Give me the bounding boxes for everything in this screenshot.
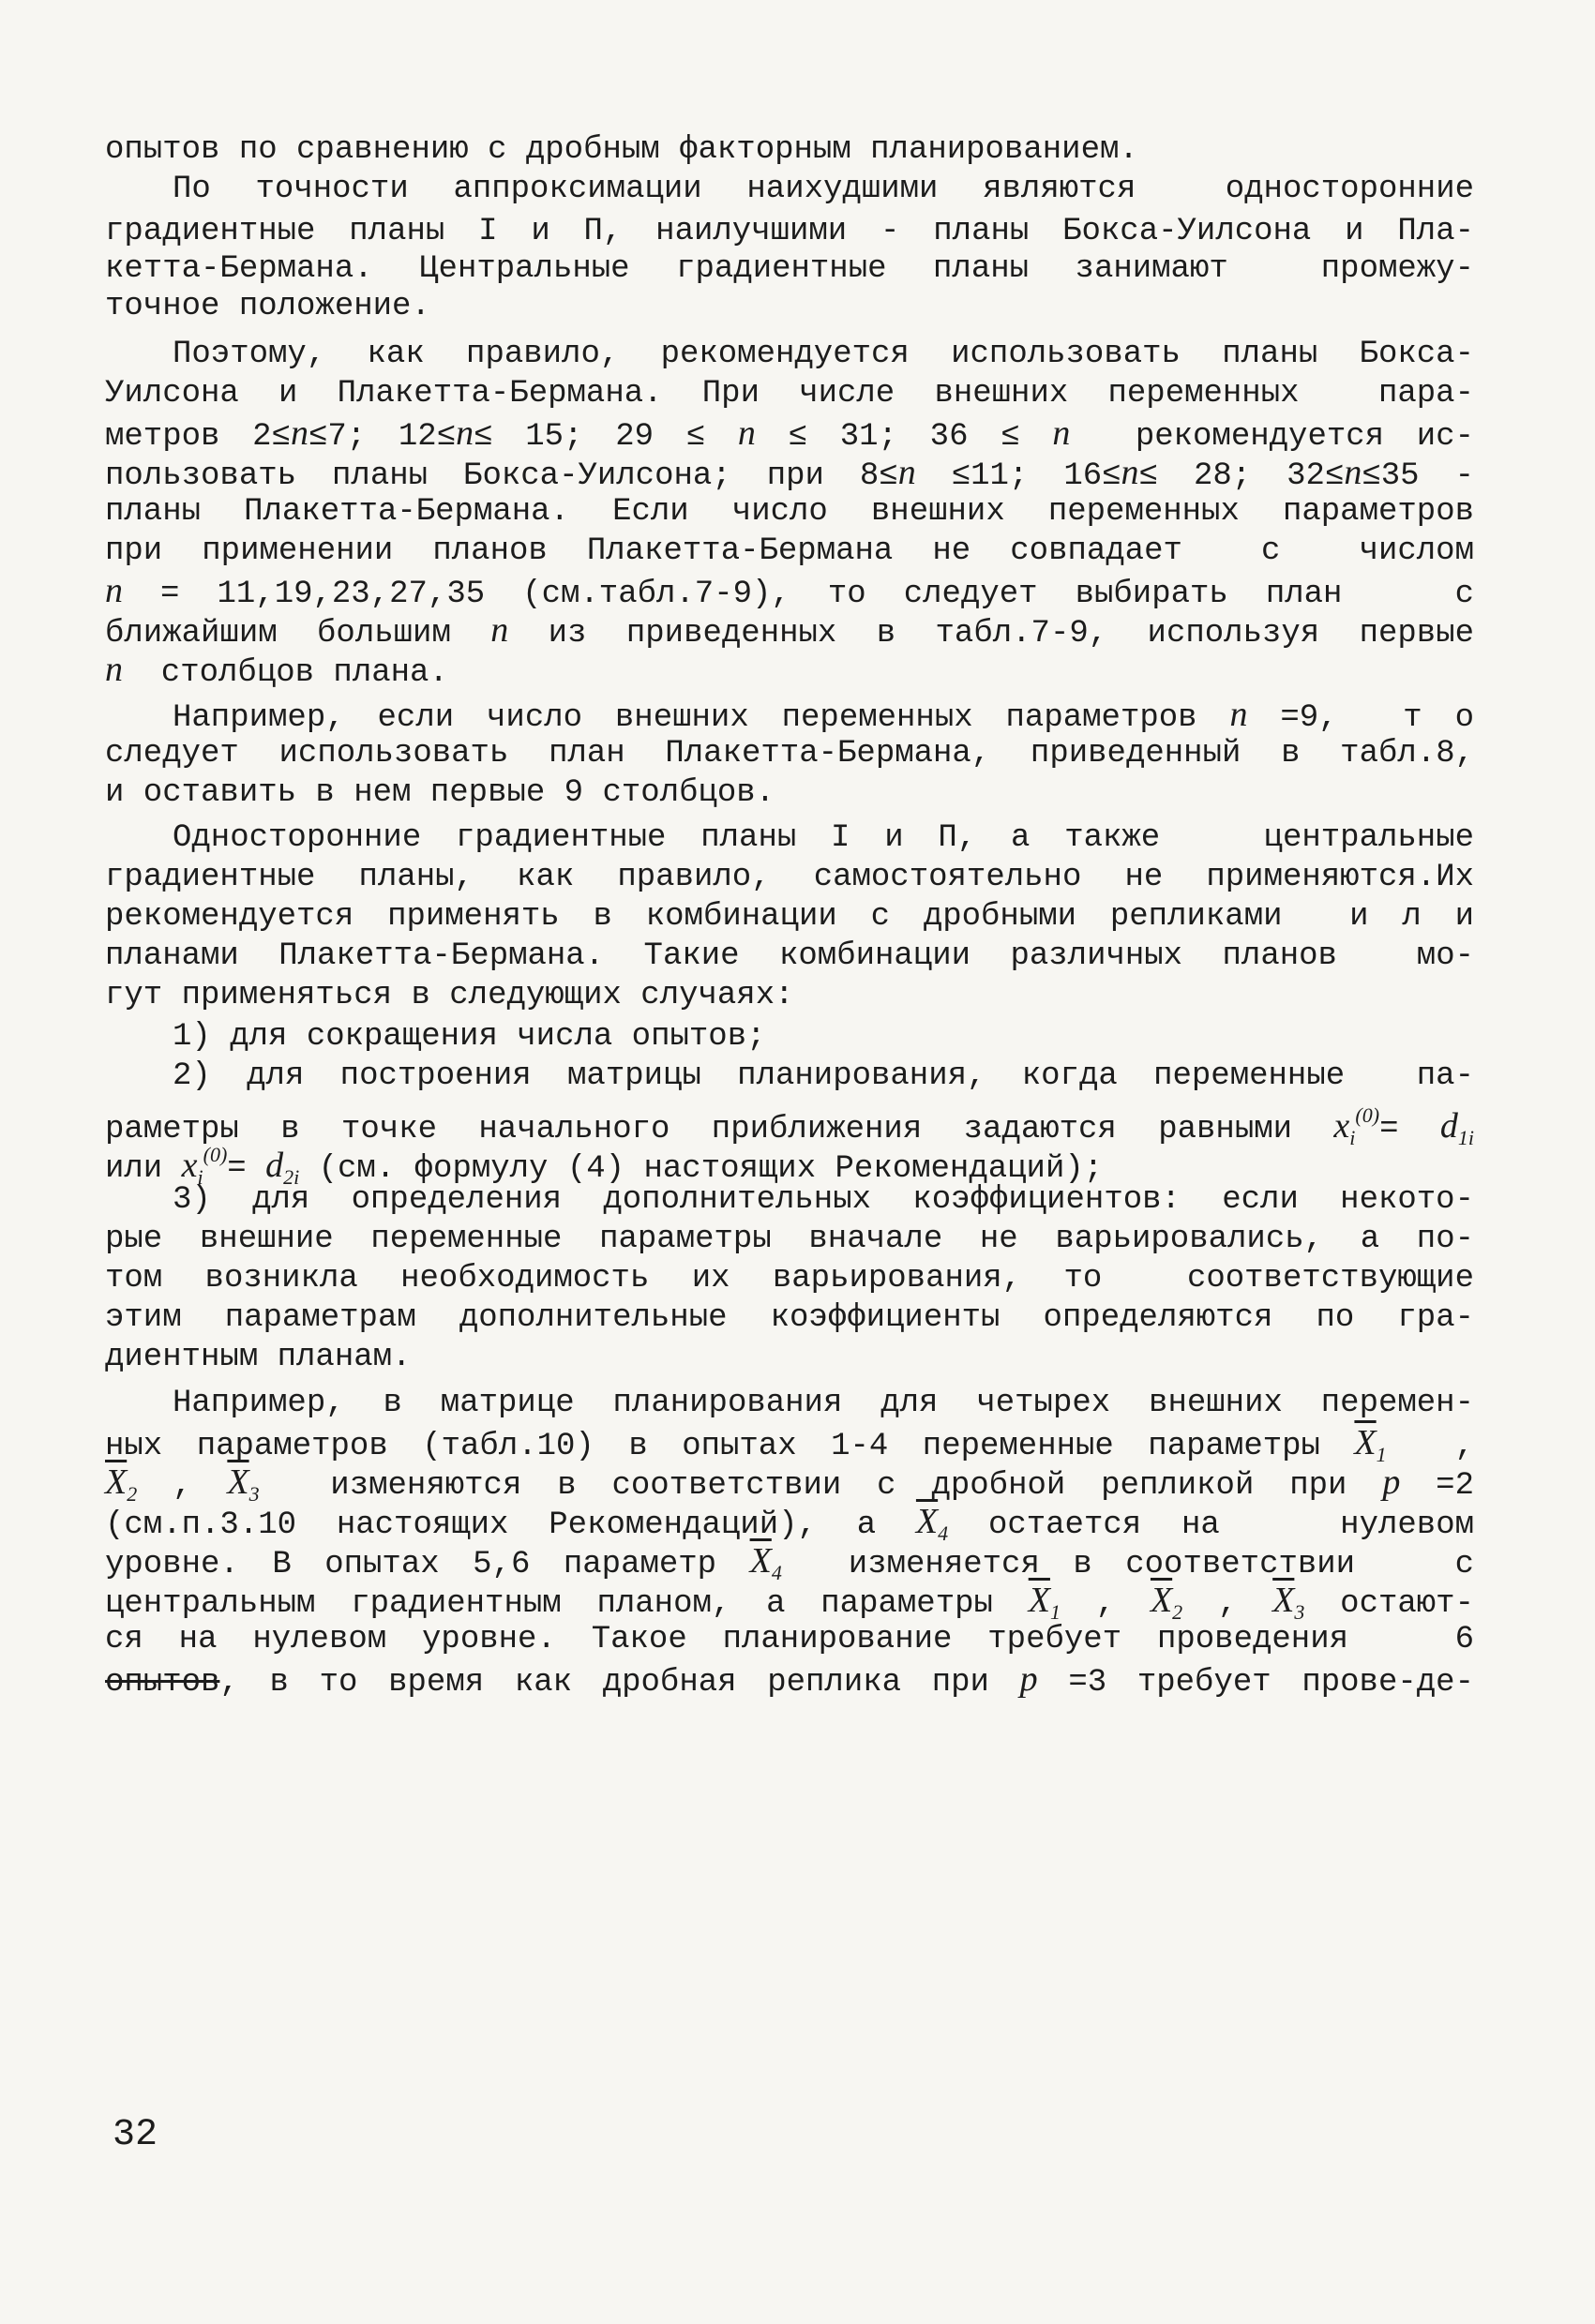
text-line bbox=[105, 934, 1474, 979]
text-segment: (см. формулу (4) настоящих Рекомендаций); bbox=[299, 1151, 1104, 1187]
text-segment: , bbox=[1386, 1429, 1475, 1464]
math-symbol: $\overline{X}$ bbox=[227, 1462, 249, 1502]
math-symbol: i bbox=[197, 1165, 203, 1189]
text-segment: По точности аппроксимации наихудшими являются односторонние bbox=[173, 172, 1474, 207]
text-segment: Уилсона и Плакетта-Бермана. При числе внешних переменных пара- bbox=[105, 376, 1474, 412]
text-segment: рекомендуется применять в комбинации с дробными репликами и л и bbox=[105, 899, 1474, 935]
text-segment: рекомендуется ис- bbox=[1070, 419, 1475, 455]
text-segment: де- bbox=[1416, 1665, 1474, 1701]
text-line bbox=[173, 692, 1474, 737]
text-segment: ≤7; 12≤ bbox=[308, 419, 457, 455]
text-segment: ≤ 28; 32≤ bbox=[1138, 458, 1345, 494]
math-symbol: опытов bbox=[105, 1665, 220, 1701]
text-segment: гут применяться в следующих случаях: bbox=[105, 978, 794, 1013]
text-line bbox=[173, 1014, 1474, 1059]
text-segment: градиентные планы, как правило, самостоятельно не применяются.Их bbox=[105, 860, 1474, 895]
text-line bbox=[105, 973, 1474, 1018]
text-segment: остают- bbox=[1304, 1586, 1474, 1622]
text-segment: = 11,19,23,27,35 (см.табл.7-9), то следует выбирать план с bbox=[123, 577, 1474, 612]
math-symbol: n bbox=[290, 413, 308, 453]
text-line bbox=[105, 450, 1474, 495]
text-segment: остается на нулевом bbox=[948, 1507, 1475, 1543]
text-segment: 3) для определения дополнительных коэффициентов: если некото- bbox=[173, 1182, 1474, 1218]
text-segment: , в то время как дробная реплика при bbox=[219, 1665, 1020, 1701]
math-symbol: d bbox=[1439, 1106, 1458, 1146]
text-segment: или bbox=[105, 1151, 182, 1187]
text-line bbox=[105, 771, 1474, 816]
math-symbol: n bbox=[1344, 453, 1362, 492]
text-segment: планами Плакетта-Бермана. Такие комбинации различных планов мо- bbox=[105, 938, 1474, 974]
text-segment: = bbox=[1379, 1112, 1440, 1147]
text-line bbox=[105, 1538, 1474, 1583]
text-line bbox=[105, 1296, 1474, 1341]
math-symbol: $\overline{X}$ bbox=[105, 1462, 128, 1502]
text-line bbox=[173, 816, 1474, 861]
text-segment: =3 требует прове- bbox=[1037, 1665, 1417, 1701]
text-line bbox=[105, 1460, 1474, 1505]
text-line bbox=[173, 332, 1474, 377]
text-line bbox=[105, 1657, 1474, 1702]
text-line bbox=[105, 1256, 1474, 1301]
text-segment: Например, в матрице планирования для четырех внешних перемен- bbox=[173, 1386, 1474, 1421]
text-segment: изменяются в соответствии с дробной репликой при bbox=[259, 1468, 1383, 1504]
text-line bbox=[105, 371, 1474, 416]
text-segment: ся на нулевом уровне. Такое планирование требует проведения 6 bbox=[105, 1622, 1474, 1657]
text-line bbox=[105, 411, 1474, 456]
text-segment: планы Плакетта-Бермана. Если число внешних переменных параметров bbox=[105, 494, 1474, 530]
text-line bbox=[105, 647, 1474, 692]
text-segment: Односторонние градиентные планы I и П, а также центральные bbox=[173, 820, 1474, 856]
text-line bbox=[173, 1381, 1474, 1426]
text-segment: этим параметрам дополнительные коэффициенты определяются по гра- bbox=[105, 1300, 1474, 1336]
math-symbol: d bbox=[265, 1146, 284, 1185]
math-symbol: $\overline{X}$ bbox=[915, 1502, 939, 1541]
text-segment: , bbox=[137, 1468, 228, 1504]
text-segment: = bbox=[227, 1151, 266, 1187]
math-symbol: 1i bbox=[1457, 1126, 1474, 1149]
text-line bbox=[105, 489, 1474, 534]
text-line bbox=[105, 568, 1474, 613]
math-symbol: (0) bbox=[1355, 1103, 1380, 1127]
text-segment: следует использовать план Плакетта-Бермана, приведенный в табл.8, bbox=[105, 736, 1474, 772]
text-line bbox=[105, 1335, 1474, 1380]
text-segment: =9, т о bbox=[1247, 700, 1474, 736]
math-symbol: x bbox=[1333, 1106, 1350, 1146]
text-segment: ≤ 15; 29 ≤ bbox=[474, 419, 738, 455]
text-segment: рые внешние переменные параметры вначале не варьировались, а по- bbox=[105, 1222, 1474, 1257]
math-symbol: (0) bbox=[203, 1143, 228, 1166]
math-symbol: 2 bbox=[127, 1482, 138, 1506]
math-symbol: n bbox=[1229, 695, 1248, 734]
text-segment: опытов по сравнению с дробным факторным планированием. bbox=[105, 132, 1138, 168]
text-line bbox=[173, 167, 1474, 212]
math-symbol: n bbox=[105, 571, 123, 610]
text-segment: центральным градиентным планом, а параметры bbox=[105, 1586, 1029, 1622]
text-segment: ближайшим большим bbox=[105, 616, 491, 652]
text-segment: , bbox=[1060, 1586, 1151, 1622]
text-segment: и оставить в нем первые 9 столбцов. bbox=[105, 775, 775, 811]
text-segment: ≤ 31; 36 ≤ bbox=[755, 419, 1053, 455]
math-symbol: $\overline{X}$ bbox=[1150, 1581, 1173, 1620]
text-segment: точное положение. bbox=[105, 289, 430, 324]
math-symbol: $\overline{X}$ bbox=[1272, 1581, 1295, 1620]
text-line bbox=[105, 1499, 1474, 1544]
text-segment: (см.п.3.10 настоящих Рекомендаций), а bbox=[105, 1507, 916, 1543]
math-symbol: $\overline{X}$ bbox=[749, 1541, 772, 1581]
text-line bbox=[105, 1617, 1474, 1662]
math-symbol: n bbox=[737, 413, 756, 453]
text-segment: раметры в точке начального приближения задаются равными bbox=[105, 1112, 1334, 1147]
math-symbol: 2 bbox=[1172, 1600, 1183, 1624]
text-segment: ≤35 - bbox=[1362, 458, 1474, 494]
math-symbol: n bbox=[456, 413, 474, 453]
math-symbol: p bbox=[1019, 1659, 1038, 1699]
text-segment: том возникла необходимость их варьирования, то соответствующие bbox=[105, 1261, 1474, 1297]
math-symbol: 3 bbox=[1294, 1600, 1305, 1624]
text-line bbox=[105, 127, 1474, 172]
text-line bbox=[105, 1132, 1474, 1189]
math-symbol: n bbox=[897, 453, 916, 492]
text-line bbox=[105, 894, 1474, 939]
text-line bbox=[173, 1177, 1474, 1222]
text-segment: изменяется в соответствии с bbox=[781, 1547, 1474, 1582]
text-segment: из приведенных в табл.7-9, используя первые bbox=[508, 616, 1474, 652]
text-segment: диентным планам. bbox=[105, 1340, 412, 1375]
text-line bbox=[105, 607, 1474, 652]
text-segment: Например, если число внешних переменных параметров bbox=[173, 700, 1230, 736]
text-segment: 2) для построения матрицы планирования, когда переменные па- bbox=[173, 1058, 1474, 1094]
text-line bbox=[105, 1093, 1474, 1149]
text-segment: уровне. В опытах 5,6 параметр bbox=[105, 1547, 750, 1582]
text-segment: градиентные планы I и П, наилучшими - планы Бокса-Уилсона и Пла- bbox=[105, 214, 1474, 249]
text-segment: 1) для сокращения числа опытов; bbox=[173, 1019, 766, 1055]
text-segment: Поэтому, как правило, рекомендуется использовать планы Бокса- bbox=[173, 337, 1474, 372]
text-line bbox=[105, 1578, 1474, 1623]
math-symbol: n bbox=[1121, 453, 1139, 492]
text-segment: метров 2≤ bbox=[105, 419, 291, 455]
text-segment: , bbox=[1182, 1586, 1273, 1622]
math-symbol: $\overline{X}$ bbox=[1028, 1581, 1050, 1620]
text-segment: ных параметров (табл.10) в опытах 1-4 переменные параметры bbox=[105, 1429, 1355, 1464]
page-number: 32 bbox=[113, 2114, 158, 2156]
math-symbol: n bbox=[490, 610, 509, 650]
math-symbol: $\overline{X}$ bbox=[1354, 1423, 1377, 1462]
text-line bbox=[105, 284, 1474, 329]
text-line bbox=[105, 855, 1474, 900]
text-segment: =2 bbox=[1400, 1468, 1474, 1504]
text-segment: пользовать планы Бокса-Уилсона; при 8≤ bbox=[105, 458, 898, 494]
text-segment: кетта-Бермана. Центральные градиентные планы занимают промежу- bbox=[105, 251, 1474, 287]
text-line bbox=[105, 731, 1474, 776]
text-line bbox=[173, 1054, 1474, 1099]
math-symbol: 2i bbox=[283, 1165, 300, 1189]
math-symbol: 1 bbox=[1376, 1443, 1387, 1466]
math-symbol: 4 bbox=[771, 1561, 782, 1584]
math-symbol: i bbox=[1349, 1126, 1356, 1149]
math-symbol: p bbox=[1382, 1462, 1401, 1502]
text-line bbox=[105, 1217, 1474, 1262]
text-segment: столбцов плана. bbox=[123, 655, 448, 691]
math-symbol: x bbox=[181, 1146, 198, 1185]
math-symbol: 1 bbox=[1049, 1600, 1061, 1624]
text-segment: ≤11; 16≤ bbox=[915, 458, 1121, 494]
text-line bbox=[105, 529, 1474, 574]
text-segment: при применении планов Плакетта-Бермана не совпадает с числом bbox=[105, 533, 1474, 569]
math-symbol: 4 bbox=[938, 1522, 949, 1545]
text-line bbox=[105, 1420, 1474, 1465]
math-symbol: n bbox=[105, 650, 123, 689]
math-symbol: n bbox=[1052, 413, 1071, 453]
math-symbol: 3 bbox=[248, 1482, 260, 1506]
